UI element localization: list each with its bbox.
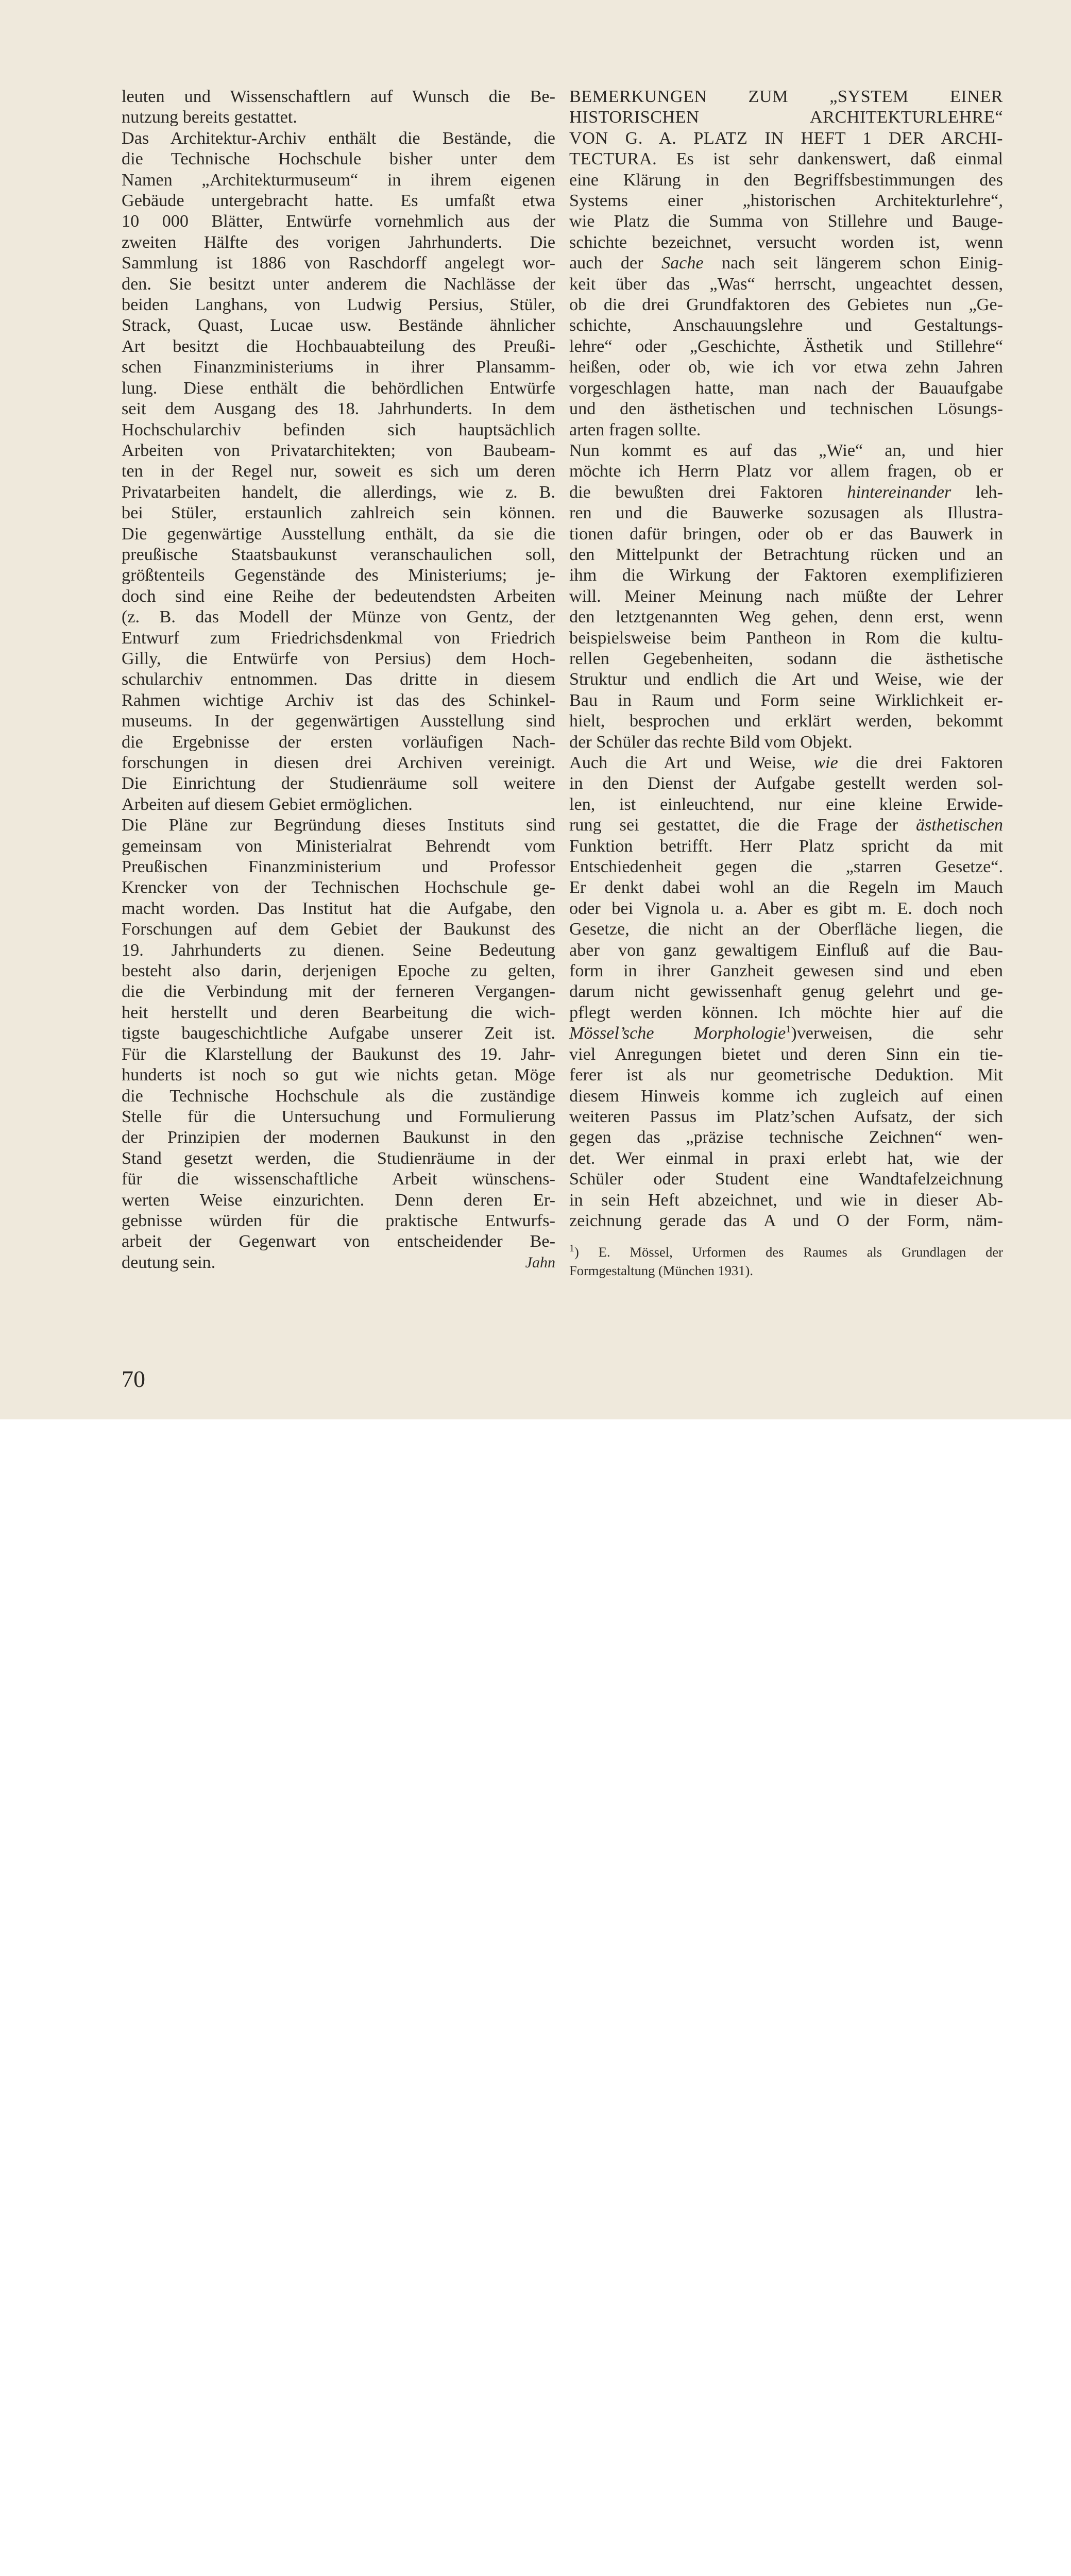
text-line: Krencker von der Technischen Hochschule ge- xyxy=(122,878,555,897)
text-line: möchte ich Herrn Platz vor allem fragen, ob er xyxy=(569,462,1003,481)
text-line: Arbeiten von Privatarchitekten; von Baubeam- xyxy=(122,440,555,460)
text-line: len, ist einleuchtend, nur eine kleine Erwide- xyxy=(569,794,1003,814)
text-block xyxy=(569,1044,1003,1232)
text-line: tigste baugeschichtliche Aufgabe unserer Zeit ist. xyxy=(122,1024,555,1043)
text-line: gegen das „präzise technische Zeichnen“ wen- xyxy=(569,1128,1003,1147)
text-line: weiteren Passus im Platz’schen Aufsatz, der sich xyxy=(569,1107,1003,1126)
text-line: Funktion betrifft. Herr Platz spricht da mit xyxy=(569,836,1003,856)
text-line: in sein Heft abzeichnet, und wie in dieser Ab- xyxy=(569,1190,1003,1210)
text-line: die Technische Hochschule bisher unter dem xyxy=(122,149,555,169)
text-line: die Ergebnisse der ersten vorläufigen Nach- xyxy=(122,732,555,752)
text-line: Preußischen Finanzministerium und Professor xyxy=(122,857,555,877)
text-line: Privatarbeiten handelt, die allerdings, wie z. B. xyxy=(122,482,555,502)
text-line: pflegt werden können. Ich möchte hier auf die xyxy=(569,1003,1003,1022)
page-number: 70 xyxy=(122,1366,145,1392)
text-line: werten Weise einzurichten. Denn deren Er- xyxy=(122,1190,555,1210)
text-line: den letztgenannten Weg gehen, denn erst, wenn xyxy=(569,607,1003,627)
text-line: arbeit der Gegenwart von entscheidender Be- xyxy=(122,1232,555,1251)
text-line: ten in der Regel nur, soweit es sich um deren xyxy=(122,462,555,481)
heading-line: HISTORISCHEN ARCHITEKTURLEHRE“ xyxy=(569,108,1003,127)
text-line: Schüler oder Student eine Wandtafelzeichnung xyxy=(569,1170,1003,1189)
text-line: eine Klärung in den Begriffsbestimmungen des xyxy=(569,170,1003,190)
text-line: museums. In der gegenwärtigen Ausstellung sind xyxy=(122,711,555,731)
text-line: arten fragen sollte. xyxy=(569,420,701,439)
text-line: Gesetze, die nicht an der Oberfläche liegen, die xyxy=(569,920,1003,939)
text-line: forschungen in diesen drei Archiven vereinigt. xyxy=(122,753,555,772)
text-line: gemeinsam von Ministerialrat Behrendt vom xyxy=(122,836,555,856)
text-line: Nun kommt es auf das „Wie“ an, und hier xyxy=(569,440,1003,460)
left-paragraphs xyxy=(122,87,555,1252)
text-line: heißen, oder ob, wie ich vor etwa zehn Jahren xyxy=(569,358,1003,377)
text-line: lehre“ oder „Geschichte, Ästhetik und Stillehre“ xyxy=(569,336,1003,356)
text-line: macht worden. Das Institut hat die Aufgabe, den xyxy=(122,899,555,918)
text-line: Die Pläne zur Begründung dieses Instituts sind xyxy=(122,816,555,835)
text-line: Hochschularchiv befinden sich hauptsächlich xyxy=(122,420,555,439)
text-line: beispielsweise beim Pantheon in Rom die kultu- xyxy=(569,628,1003,648)
text-line: zweiten Hälfte des vorigen Jahrhunderts. Die xyxy=(122,232,555,252)
text-line: schichte bezeichnet, versucht worden ist, wenn xyxy=(569,232,1003,252)
left-final-line: deutung sein. Jahn xyxy=(122,1252,555,1273)
text-line: Struktur und endlich die Art und Weise, wie der xyxy=(569,670,1003,689)
text-line: schen Finanzministeriums in ihrer Plansamm- xyxy=(122,358,555,377)
text-line: heit herstellt und deren Bearbeitung die wich- xyxy=(122,1003,555,1022)
text-line: (z. B. das Modell der Münze von Gentz, der xyxy=(122,607,555,627)
text-line: Gilly, die Entwürfe von Persius) dem Hoch- xyxy=(122,649,555,668)
left-column xyxy=(122,87,555,1273)
text-line: viel Anregungen bietet und deren Sinn ein tie- xyxy=(569,1044,1003,1064)
text-line: und den ästhetischen und technischen Lösungs- xyxy=(569,399,1003,419)
text-line: in den Dienst der Aufgabe gestellt werden sol- xyxy=(569,774,1003,793)
text-line: 10 000 Blätter, Entwürfe vornehmlich aus der xyxy=(122,212,555,231)
text-block xyxy=(569,503,1003,753)
text-line: bei Stüler, erstaunlich zahlreich sein können. xyxy=(122,503,555,523)
text-line: der Prinzipien der modernen Baukunst in den xyxy=(122,1128,555,1147)
text-line: ferer ist als nur geometrische Deduktion. Mit xyxy=(569,1065,1003,1085)
text-line: Namen „Architekturmuseum“ in ihrem eigenen xyxy=(122,170,555,190)
text-line: Die Einrichtung der Studienräume soll weitere xyxy=(122,774,555,793)
text-line: vorgeschlagen hatte, man nach der Bauaufgabe xyxy=(569,378,1003,398)
text-line: tionen dafür bringen, oder ob er das Bauwerk in xyxy=(569,524,1003,544)
library-footer xyxy=(0,1419,1071,1620)
text-block xyxy=(569,440,1003,482)
text-line: größtenteils Gegenstände des Ministeriums; je- xyxy=(122,566,555,585)
text-line: schularchiv entnommen. Das dritte in diesem xyxy=(122,670,555,689)
text-line: Gebäude untergebracht hatte. Es umfaßt etwa xyxy=(122,191,555,211)
text-line: den. Sie besitzt unter anderem die Nachlässe der xyxy=(122,274,555,294)
text-line: Systems einer „historischen Architekturlehre“, xyxy=(569,191,1003,211)
text-line: Stand gesetzt werden, die Studienräume in der xyxy=(122,1148,555,1168)
text-line: Das Architektur-Archiv enthält die Bestände, die xyxy=(122,128,555,148)
text-line: Arbeiten auf diesem Gebiet ermöglichen. xyxy=(122,794,413,814)
text-line: Forschungen auf dem Gebiet der Baukunst des xyxy=(122,920,555,939)
text-line: Rahmen wichtige Archiv ist das des Schinkel- xyxy=(122,690,555,710)
author-signature: Jahn xyxy=(525,1253,555,1271)
text-line: aber von ganz gewaltigem Einfluß auf die Bau- xyxy=(569,940,1003,960)
text-line: darum nicht gewissenhaft genug gelehrt und ge- xyxy=(569,982,1003,1002)
text-line: det. Wer einmal in praxi erlebt hat, wie der xyxy=(569,1148,1003,1168)
text-line: oder bei Vignola u. a. Aber es gibt m. E. doch noch xyxy=(569,899,1003,918)
text-line: Die gegenwärtige Ausstellung enthält, da sie die xyxy=(122,524,555,544)
text-line: die Technische Hochschule als die zuständige xyxy=(122,1086,555,1106)
text-line: wie Platz die Summa von Stillehre und Bauge- xyxy=(569,212,1003,231)
text-block xyxy=(569,836,1003,1024)
text-line: will. Meiner Meinung nach müßte der Lehrer xyxy=(569,586,1003,606)
text-line: seit dem Ausgang des 18. Jahrhunderts. In dem xyxy=(122,399,555,419)
text-line: form in ihrer Ganzheit gewesen sind und eben xyxy=(569,961,1003,981)
text-line: Entschiedenheit gegen die „starren Gesetze“. xyxy=(569,857,1003,877)
heading-line: VON G. A. PLATZ IN HEFT 1 DER ARCHI- xyxy=(569,128,1003,148)
text-line: Stelle für die Untersuchung und Formulierung xyxy=(122,1107,555,1126)
text-line: Sammlung ist 1886 von Raschdorff angelegt wor- xyxy=(122,253,555,273)
text-line: für die wissenschaftliche Arbeit wünschens- xyxy=(122,1170,555,1189)
footnote: $^1$) E. Mössel, Urformen des Raumes als Grundlagen der Formgestaltung (München 1931). xyxy=(569,1243,1003,1279)
text-line: Art besitzt die Hochbauabteilung des Preußi- xyxy=(122,336,555,356)
text-line: Für die Klarstellung der Baukunst des 19. Jahr- xyxy=(122,1044,555,1064)
text-line: hielt, besprochen und erklärt werden, bekommt xyxy=(569,711,1003,731)
text-line: rellen Gegebenheiten, sodann die ästhetische xyxy=(569,649,1003,668)
text-line: ob die drei Grundfaktoren des Gebietes nun „Ge- xyxy=(569,295,1003,315)
text-block xyxy=(569,773,1003,815)
text-line: ren und die Bauwerke sozusagen als Illustra- xyxy=(569,503,1003,523)
text-line: Strack, Quast, Lucae usw. Bestände ähnlicher xyxy=(122,316,555,335)
text-line: zeichnung gerade das A und O der Form, näm- xyxy=(569,1211,1003,1230)
text-line: besteht also darin, derjenigen Epoche zu gelten, xyxy=(122,961,555,981)
text-line: beiden Langhans, von Ludwig Persius, Stüler, xyxy=(122,295,555,315)
text-line: ihm die Wirkung der Faktoren exemplifizieren xyxy=(569,566,1003,585)
article-heading xyxy=(569,87,1003,149)
text-line: gebnisse würden für die praktische Entwurfs- xyxy=(122,1211,555,1230)
text-line: Er denkt dabei wohl an die Regeln im Mauch xyxy=(569,878,1003,897)
text-line: Bau in Raum und Form seine Wirklichkeit er- xyxy=(569,690,1003,710)
text-line: diesem Hinweis komme ich zugleich auf einen xyxy=(569,1086,1003,1106)
text-line: 19. Jahrhunderts zu dienen. Seine Bedeutung xyxy=(122,940,555,960)
text-line: leuten und Wissenschaftlern auf Wunsch die Be- xyxy=(122,87,555,106)
text-line: den Mittelpunkt der Betrachtung rücken und an xyxy=(569,545,1003,564)
text-line: Entwurf zum Friedrichsdenkmal von Friedrich xyxy=(122,628,555,648)
text-line: nutzung bereits gestattet. xyxy=(122,108,297,127)
heading-line: BEMERKUNGEN ZUM „SYSTEM EINER xyxy=(569,87,1003,106)
text-block xyxy=(569,274,1003,440)
text-line: die die Verbindung mit der ferneren Vergangen- xyxy=(122,982,555,1002)
text-line: der Schüler das rechte Bild vom Objekt. xyxy=(569,732,853,752)
text-line: preußische Staatsbaukunst veranschaulichen soll, xyxy=(122,545,555,564)
text-line: doch sind eine Reihe der bedeutendsten Arbeiten xyxy=(122,586,555,606)
right-column: BEMERKUNGEN ZUM „SYSTEM EINER HISTORISCHEN ARCHITEKTURLEHRE“ VON G. A. PLATZ IN HEFT 1 DER ARCHI- TECTURA. Es ist sehr dankenswert, daß einmal eine Klärung in den Begriffsbestimmungen des Systems einer „historischen Architekturlehre“, wie Platz die Summa von Stillehre und Bauge- schichte bezeichnet, versucht worden ist, wenn auch der Sache nach seit längerem schon Einig- keit über das „Was“ herrscht, ungeachtet dessen, ob die drei Grundfaktoren des Gebietes nun „Ge- schichte, Anschauungslehre und Gestaltungs- lehre“ oder „Geschichte, Ästhetik und Stillehre“ heißen, oder ob, wie ich vor etwa zehn Jahren vorgeschlagen hatte, man nach der Bauaufgabe und den ästhetischen und technischen Lösungs- arten fragen sollte. Nun kommt es auf das „Wie“ an, und hier möchte ich Herrn Platz vor allem fragen, ob er die bewußten drei Faktoren hintereinander leh- ren und die Bauwerke sozusagen als Illustra- tionen dafür bringen, oder ob er das Bauwerk in den Mittelpunkt der Betrachtung rücken und an ihm die Wirkung der Faktoren exemplifizieren will. Meiner Meinung nach müßte der Lehrer den letztgenannten Weg gehen, denn erst, wenn beispielsweise beim Pantheon in Rom die kultu- rellen Gegebenheiten, sodann die ästhetische Struktur und endlich die Art und Weise, wie der Bau in Raum und Form seine Wirklichkeit er- hielt, besprochen und erklärt werden, bekommt der Schüler das rechte Bild vom Objekt. Auch die Art und Weise, wie die drei Faktoren in den Dienst der Aufgabe gestellt werden sol- len, ist einleuchtend, nur eine kleine Erwide- rung sei gestattet, die die Frage der ästhetischen Funktion betrifft. Herr Platz spricht da mit Entschiedenheit gegen die „starren Gesetze“. Er denkt dabei wohl an die Regeln im Mauch oder bei Vignola u. a. Aber es gibt m. E. doch noch Gesetze, die nicht an der Oberfläche liegen, die aber von ganz gewaltigem Einfluß auf die Bau- form in ihrer Ganzheit gewesen sind und eben darum nicht gewissenhaft genug gelehrt und ge- pflegt werden können. Ich möchte hier auf die Mössel’sche Morphologie$^1$)verweisen, die sehr viel Anregungen bietet und deren Sinn ein tie- ferer ist als nur geometrische Deduktion. Mit diesem Hinweis komme ich zugleich auf einen weiteren Passus im Platz’schen Aufsatz, der sich gegen das „präzise technische Zeichnen“ wen- det. Wer einmal in praxi erlebt hat, wie der Schüler oder Student eine Wandtafelzeichnung in sein Heft abzeichnet, und wie in dieser Ab- zeichnung gerade das A und O der Form, näm- $^1$) E. Mössel, Urformen des Raumes als Grundlagen der Formgestaltung (München 1931). xyxy=(569,87,1003,1280)
text-line: hunderts ist noch so gut wie nichts getan. Möge xyxy=(122,1065,555,1085)
text-line: keit über das „Was“ herrscht, ungeachtet dessen, xyxy=(569,274,1003,294)
text-line: lung. Diese enthält die behördlichen Entwürfe xyxy=(122,378,555,398)
heading-tail-line: TECTURA. Es ist sehr dankenswert, daß einmal xyxy=(569,149,1003,169)
text-block xyxy=(569,170,1003,253)
text-line: schichte, Anschauungslehre und Gestaltungs- xyxy=(569,316,1003,335)
